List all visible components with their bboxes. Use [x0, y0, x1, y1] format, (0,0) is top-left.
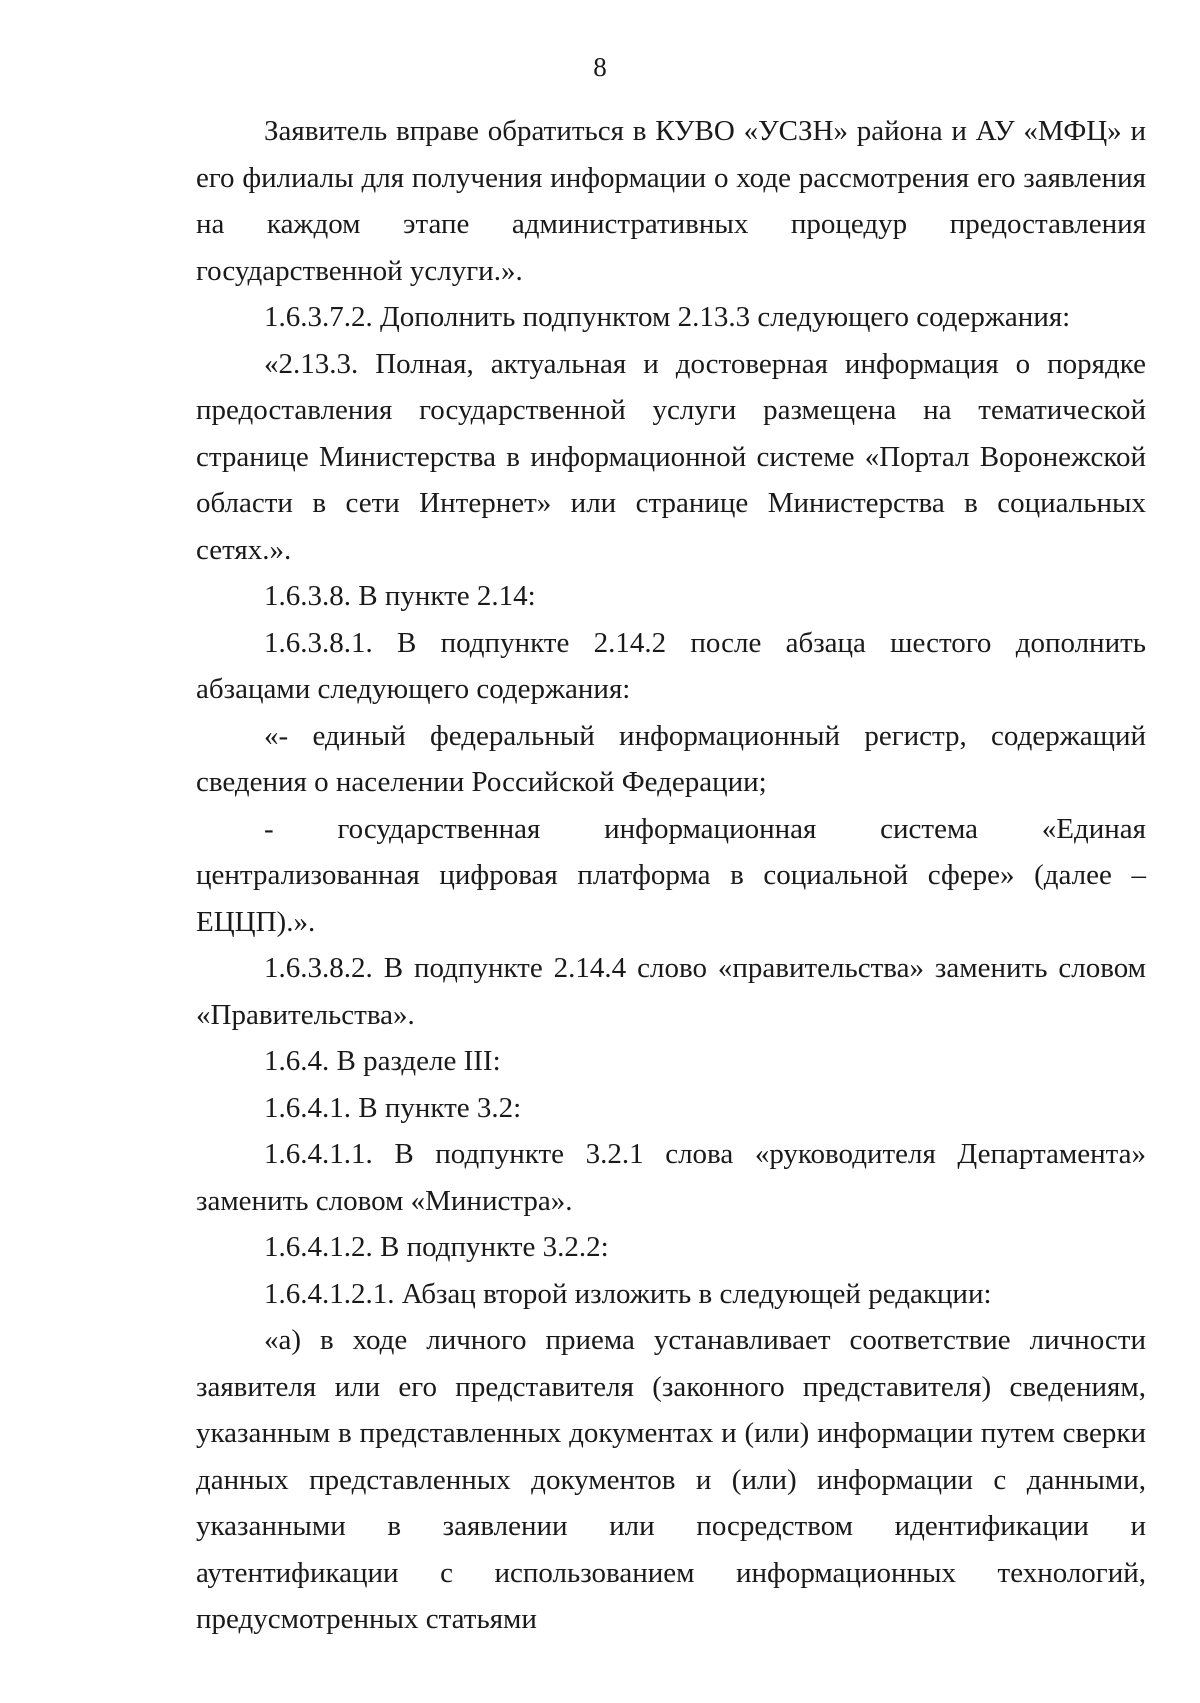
paragraph-6: «- единый федеральный информационный регистр, содержащий сведения о населении Российской Федерации; [196, 719, 1146, 798]
paragraph-12: 1.6.4.1.2. В подпункте 3.2.2: [264, 1231, 609, 1263]
paragraph-11: 1.6.4.1.1. В подпункте 3.2.1 слова «руководителя Департамента» заменить словом «Министра». [196, 1138, 1146, 1217]
paragraph-8: 1.6.3.8.2. В подпункте 2.14.4 слово «правительства» заменить словом «Правительства». [196, 952, 1146, 1031]
paragraph-9: 1.6.4. В разделе III: [264, 1045, 501, 1077]
paragraph-13: 1.6.4.1.2.1. Абзац второй изложить в следующей редакции: [264, 1277, 992, 1310]
paragraph-4: 1.6.3.8. В пункте 2.14: [264, 580, 536, 612]
paragraph-1: Заявитель вправе обратиться в КУВО «УСЗН» района и АУ «МФЦ» и его филиалы для получения информации о ходе рассмотрения его заявления на каждом этапе административных процедур предоставления государственной услуги.». [196, 115, 1146, 287]
paragraph-3: «2.13.3. Полная, актуальная и достоверная информация о порядке предоставления государственной услуги размещена на тематической странице Министерства в информационной системе «Портал Воронежской области в сети Интернет» или странице Министерства в социальных сетях.». [196, 347, 1146, 566]
paragraph-7: - государственная информационная система «Единая централизованная цифровая платформа в социальной сфере» (далее – ЕЦЦП).». [196, 812, 1146, 938]
document-body [196, 108, 1146, 1643]
paragraph-5: 1.6.3.8.1. В подпункте 2.14.2 после абзаца шестого дополнить абзацами следующего содержания: [196, 626, 1146, 705]
paragraph-2: 1.6.3.7.2. Дополнить подпунктом 2.13.3 следующего содержания: [264, 301, 1071, 333]
page-number: 8 [593, 52, 607, 82]
paragraph-10: 1.6.4.1. В пункте 3.2: [264, 1091, 522, 1124]
paragraph-14: «а) в ходе личного приема устанавливает соответствие личности заявителя или его представителя (законного представителя) сведениям, указанным в представленных документах и (или) информации путем сверки данных представленных документов и (или) информации с данными, указанными в заявлении или посредством идентификации и аутентификации с использованием информационных технологий, предусмотренных статьями [196, 1324, 1146, 1635]
